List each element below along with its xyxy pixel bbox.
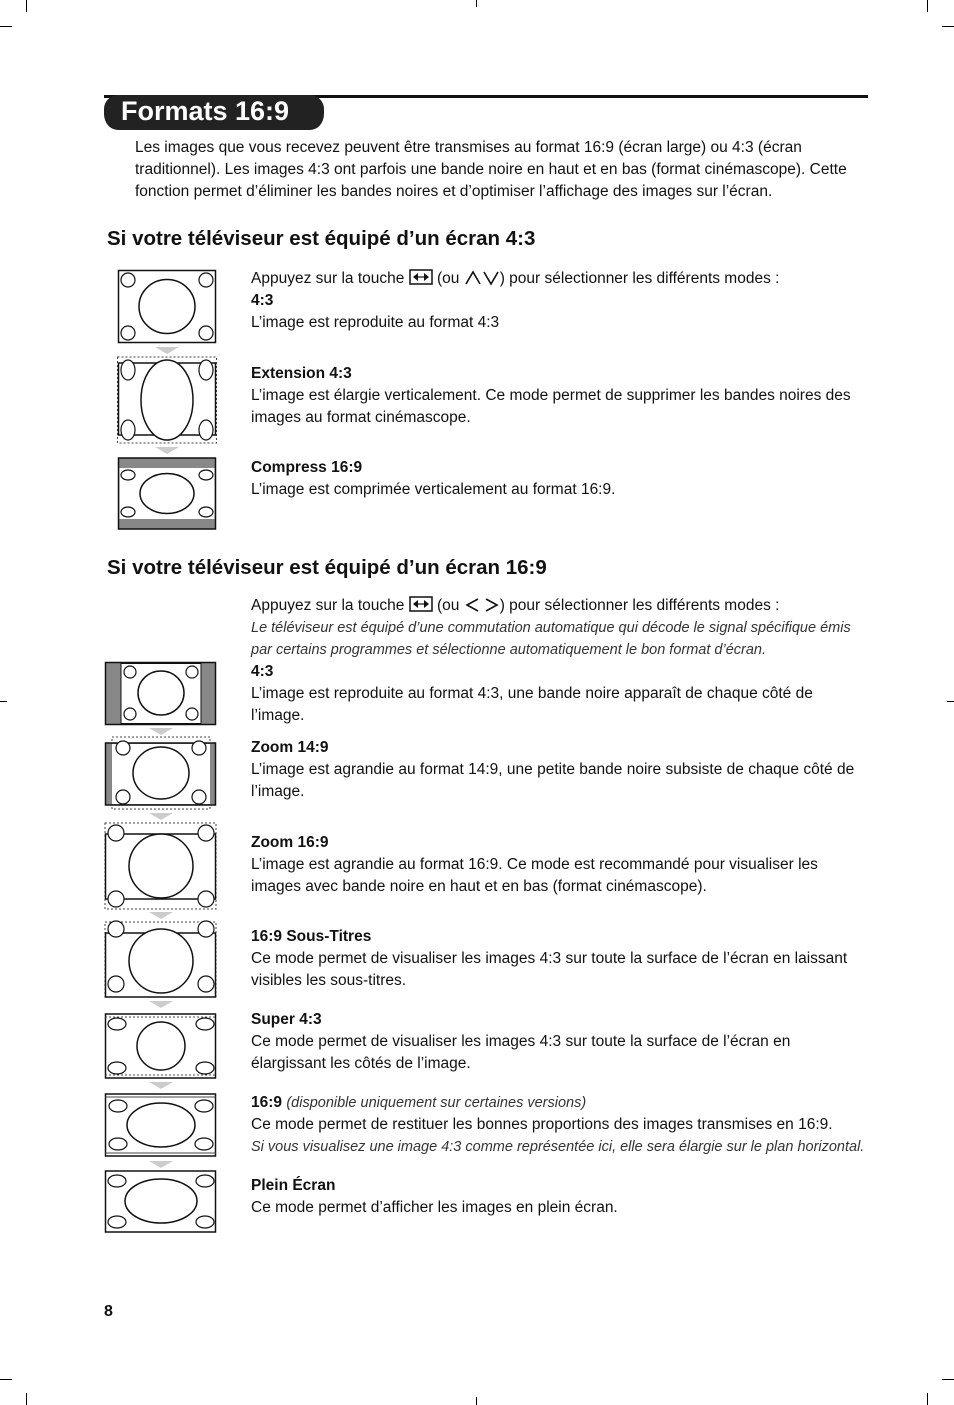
crop-mark <box>26 0 27 12</box>
crop-mark <box>0 1379 12 1380</box>
mode-169 <box>251 1092 876 1158</box>
mode-name: Super 4:3 <box>251 1011 322 1028</box>
mode-desc: L’image est reproduite au format 4:3 <box>251 314 500 331</box>
format-key-icon <box>409 596 433 612</box>
press-text-or: (ou <box>437 270 460 287</box>
mode-name: Zoom 16:9 <box>251 834 329 851</box>
arrow-down-icon <box>149 912 173 919</box>
icon-mode-43 <box>119 271 216 343</box>
page-number: 8 <box>104 1303 113 1320</box>
mode-availability-note: (disponible uniquement sur certaines versions) <box>286 1095 587 1111</box>
icon-mode-compress169 <box>119 458 216 529</box>
page-title: Formats 16:9 <box>121 96 290 126</box>
crop-mark <box>947 701 954 702</box>
arrow-down-icon <box>149 813 173 820</box>
mode-super43 <box>251 1009 866 1075</box>
press-text-or: (ou <box>437 597 460 614</box>
crop-mark <box>26 1393 27 1405</box>
icon-mode-169-43 <box>106 663 216 725</box>
mode-name: Plein Écran <box>251 1177 336 1194</box>
mode-name: Compress 16:9 <box>251 459 363 476</box>
format-key-icon <box>409 269 433 285</box>
press-instruction-169 <box>251 595 866 727</box>
mode-desc: L’image est reproduite au format 4:3, une bande noire apparaît de chaque côté de l’image. <box>251 685 813 724</box>
press-text-end: ) pour sélectionner les différents modes : <box>499 597 780 614</box>
mode-name: Extension 4:3 <box>251 365 352 382</box>
arrow-down-icon <box>149 1161 173 1168</box>
mode-desc: Ce mode permet de visualiser les images 4:3 sur toute la surface de l’écran en élargissant les côtés de l’image. <box>251 1033 791 1072</box>
up-down-arrows-icon <box>464 270 500 286</box>
auto-switch-note: Le téléviseur est équipé d’une commutation automatique qui décode le signal spécifique émis par certains programmes et sélectionne automatiquement le bon format d’écran. <box>251 620 851 658</box>
press-text: Appuyez sur la touche <box>251 597 405 614</box>
mode-name: 16:9 Sous-Titres <box>251 928 372 945</box>
mode-name: 16:9 <box>251 1094 283 1111</box>
press-text-end: ) pour sélectionner les différents modes : <box>499 270 780 287</box>
icon-mode-zoom149 <box>106 737 216 809</box>
crop-mark <box>942 1379 954 1380</box>
arrow-down-icon <box>149 1082 173 1089</box>
crop-mark <box>942 26 954 27</box>
mode-compress169 <box>251 457 866 501</box>
arrow-down-icon <box>155 447 179 454</box>
mode-name: 4:3 <box>251 292 274 309</box>
mode-name: 4:3 <box>251 663 274 680</box>
intro-text: Les images que vous recevez peuvent être transmises au format 16:9 (écran large) ou 4:3 (écran traditionnel). Les images 4:3 ont parfois une bande noire en haut et en bas (format cinémascope). Cette fonction permet d’éliminer les bandes noires et d’optimiser l’affichage des images sur l’écran. <box>135 139 847 200</box>
icon-mode-zoom169 <box>105 823 216 909</box>
crop-mark <box>0 701 7 702</box>
left-right-arrows-icon <box>464 597 500 613</box>
mode-desc: Ce mode permet d’afficher les images en plein écran. <box>251 1199 618 1216</box>
mode-zoom169 <box>251 832 866 898</box>
mode-subtitles <box>251 926 866 992</box>
mode-zoom149 <box>251 737 866 803</box>
crop-mark <box>927 0 928 12</box>
crop-mark <box>0 26 12 27</box>
crop-mark <box>927 1393 928 1405</box>
arrow-down-icon <box>155 347 179 354</box>
arrow-down-icon <box>149 728 173 735</box>
press-instruction-43 <box>251 268 866 334</box>
icon-mode-super43 <box>105 1014 216 1078</box>
mode-desc: L’image est élargie verticalement. Ce mode permet de supprimer les bandes noires des images au format cinémascope. <box>251 387 851 426</box>
mode-desc: Ce mode permet de restituer les bonnes proportions des images transmises en 16:9. <box>251 1116 833 1133</box>
crop-mark <box>476 0 477 7</box>
mode-icons-169 <box>104 661 218 1234</box>
icon-mode-169 <box>105 1094 216 1156</box>
mode-extension43 <box>251 363 866 429</box>
mode-fullscreen <box>251 1175 866 1219</box>
icon-mode-subtitles <box>105 921 216 997</box>
mode-desc: L’image est comprimée verticalement au format 16:9. <box>251 481 616 498</box>
crop-mark <box>476 1397 477 1405</box>
mode-desc: L’image est agrandie au format 14:9, une petite bande noire subsiste de chaque côté de l’image. <box>251 761 855 800</box>
icon-mode-fullscreen <box>106 1171 216 1232</box>
mode-desc: Ce mode permet de visualiser les images 4:3 sur toute la surface de l’écran en laissant visibles les sous-titres. <box>251 950 848 989</box>
arrow-down-icon <box>149 1001 173 1008</box>
section-heading-169: Si votre téléviseur est équipé d’un écran 16:9 <box>107 556 547 579</box>
icon-mode-extension43 <box>118 357 217 443</box>
press-text: Appuyez sur la touche <box>251 270 405 287</box>
mode-desc: L’image est agrandie au format 16:9. Ce mode est recommandé pour visualiser les images avec bande noire en haut et en bas (format cinémascope). <box>251 856 818 895</box>
section-heading-43: Si votre téléviseur est équipé d’un écran 4:3 <box>107 227 536 250</box>
title-banner <box>104 95 324 130</box>
mode-note: Si vous visualisez une image 4:3 comme représentée ici, elle sera élargie sur le plan horizontal. <box>251 1139 865 1155</box>
mode-icons-43 <box>117 269 217 531</box>
mode-name: Zoom 14:9 <box>251 739 329 756</box>
